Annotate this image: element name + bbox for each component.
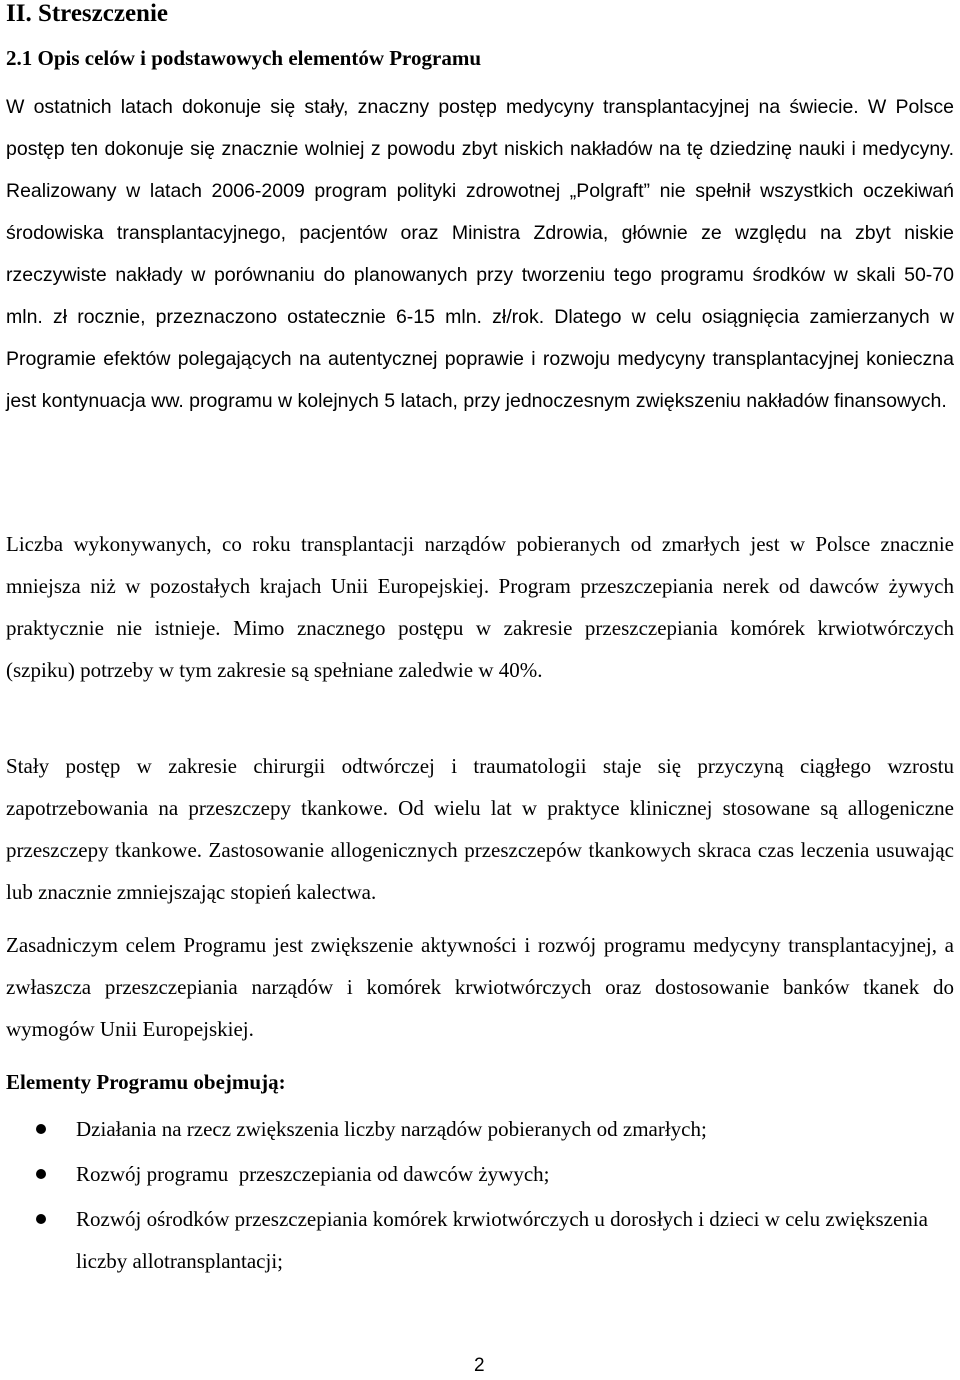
elements-list [6, 1108, 956, 1285]
paragraph-intro: W ostatnich latach dokonuje się stały, znaczny postęp medycyny transplantacyjnej na świecie. W Polsce postęp ten dokonuje się znacznie wolniej z powodu zbyt niskich nakładów na tę dziedzinę nauki i medycyny. Realizowany w latach 2006-2009 program polityki zdrowotnej „Polgraft” nie spełnił wszystkich oczekiwań środowiska transplantacyjnego, pacjentów oraz Ministra Zdrowia, głównie ze względu na zbyt niskie rzeczywiste nakłady w porównaniu do planowanych przy tworzeniu tego programu środków w skali 50-70 mln. zł rocznie, przeznaczono ostatecznie 6-15 mln. zł/rok. Dlatego w celu osiągnięcia zamierzanych w Programie efektów polegających na autentycznej poprawie i rozwoju medycyny transplantacyjnej konieczna jest kontynuacja ww. programu w kolejnych 5 latach, przy jednoczesnym zwiększeniu nakładów finansowych. [6, 96, 954, 412]
bullet-icon [36, 1214, 46, 1224]
list-item-text: Rozwój programu przeszczepiania od dawców żywych; [76, 1162, 550, 1186]
section-title: II. Streszczenie [6, 0, 168, 27]
bullet-icon [36, 1169, 46, 1179]
list-item-text: Działania na rzecz zwiększenia liczby narządów pobieranych od zmarłych; [76, 1117, 707, 1141]
list-item [6, 1108, 956, 1150]
paragraph-organs: Liczba wykonywanych, co roku transplantacji narządów pobieranych od zmarłych jest w Polsce znacznie mniejsza niż w pozostałych krajach Unii Europejskiej. Program przeszczepiania nerek od dawców żywych praktycznie nie istnieje. Mimo znacznego postępu w zakresie przeszczepiania komórek krwiotwórczych (szpiku) potrzeby w tym zakresie są spełniane zaledwie w 40%. [6, 532, 954, 682]
subsection-title: 2.1 Opis celów i podstawowych elementów Programu [6, 46, 481, 70]
paragraph-tissues: Stały postęp w zakresie chirurgii odtwórczej i traumatologii staje się przyczyną ciągłego wzrostu zapotrzebowania na przeszczepy tkankowe. Od wielu lat w praktyce klinicznej stosowane są allogeniczne przeszczepy tkankowe. Zastosowanie allogenicznych przeszczepów tkankowych skraca czas leczenia usuwając lub znacznie zmniejszając stopień kalectwa. [6, 754, 954, 904]
page-number: 2 [474, 1355, 485, 1376]
list-item-text: Rozwój ośrodków przeszczepiania komórek krwiotwórczych u dorosłych i dzieci w celu zwiększenia liczby allotransplantacji; [76, 1207, 928, 1273]
list-item [6, 1153, 956, 1195]
document-page [6, 0, 956, 1380]
paragraph-goal: Zasadniczym celem Programu jest zwiększenie aktywności i rozwój programu medycyny transplantacyjnej, a zwłaszcza przeszczepiania narządów i komórek krwiotwórczych oraz dostosowanie banków tkanek do wymogów Unii Europejskiej. [6, 933, 954, 1041]
bullet-icon [36, 1124, 46, 1134]
elements-heading: Elementy Programu obejmują: [6, 1070, 286, 1094]
list-item [6, 1198, 956, 1282]
